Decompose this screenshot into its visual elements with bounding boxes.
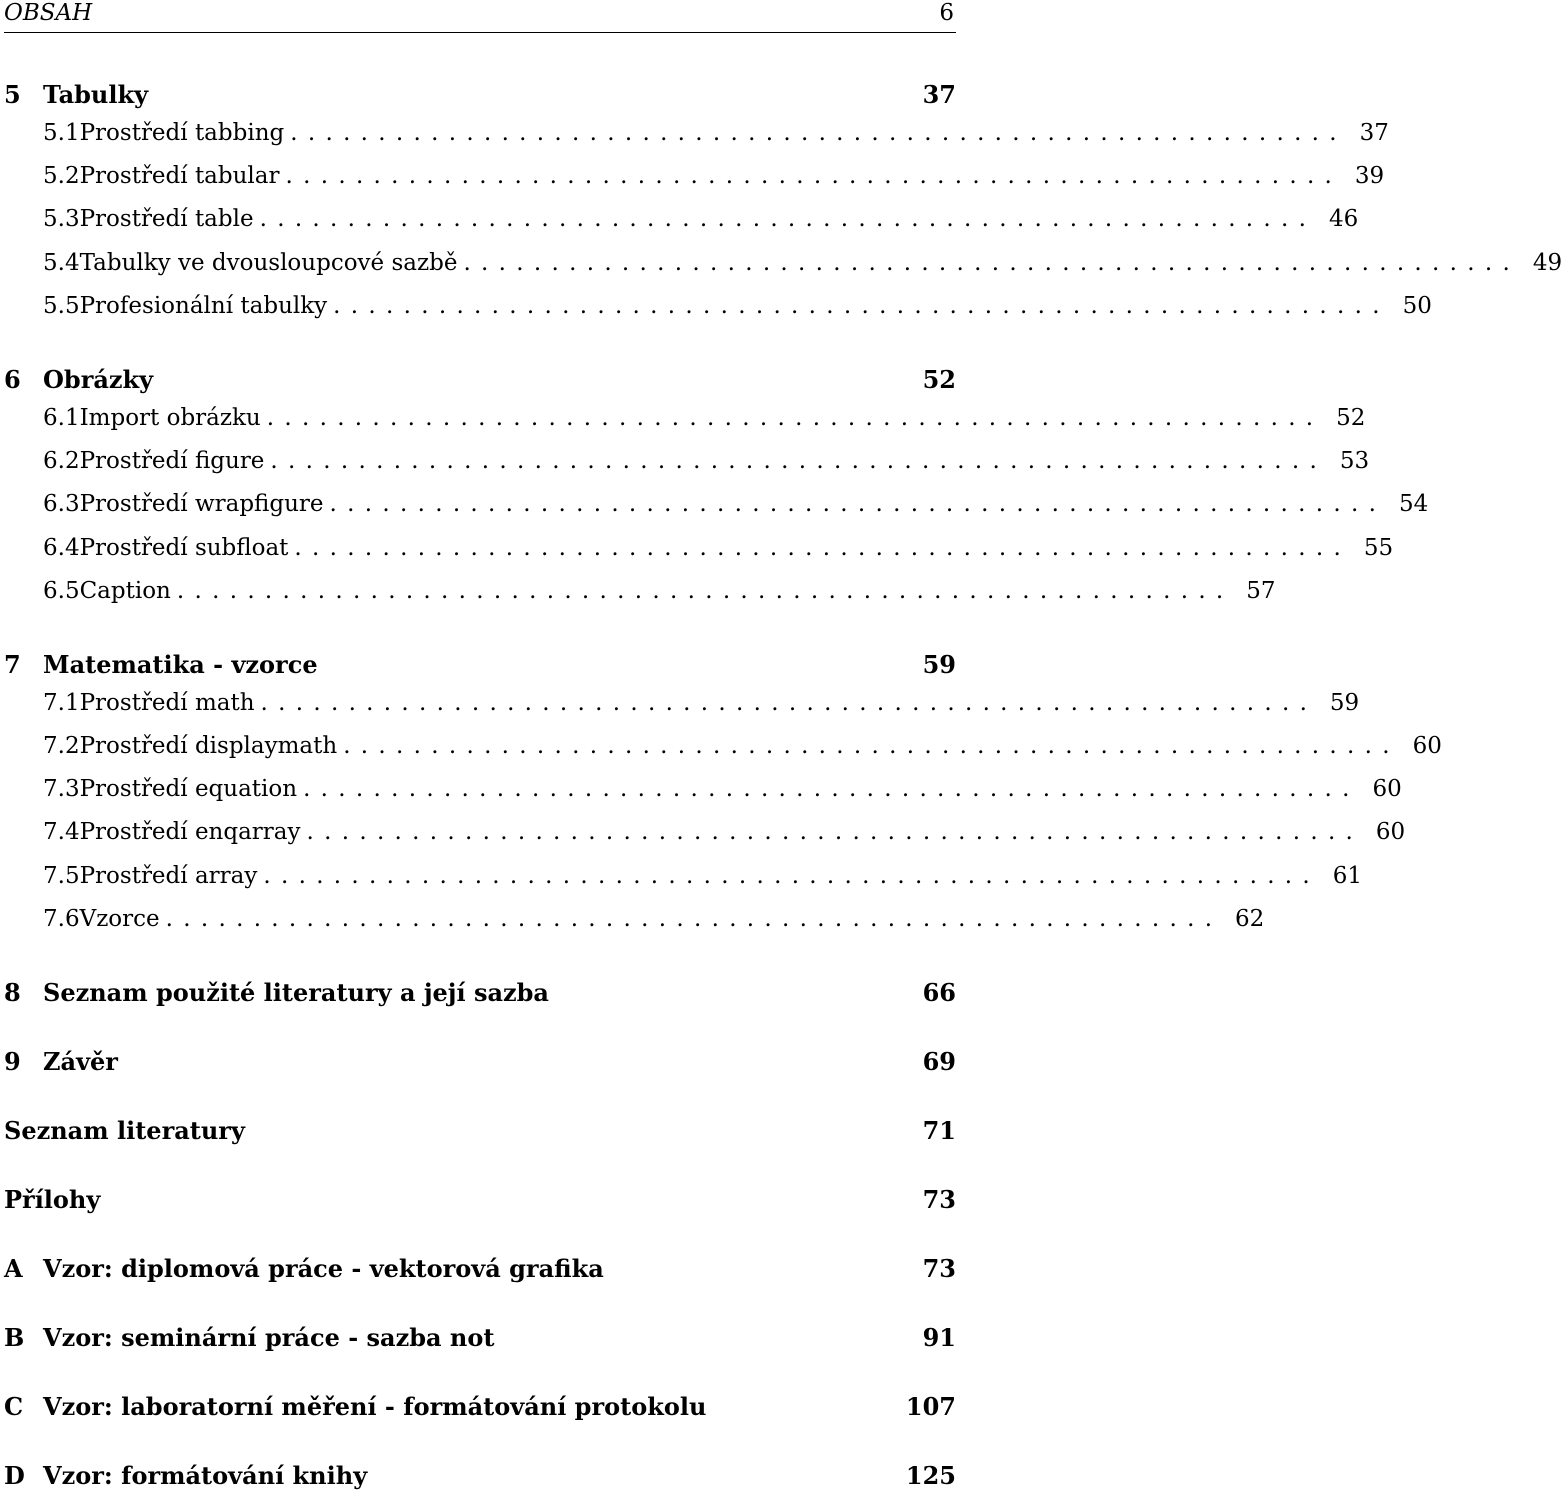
section-number: 5.1 — [43, 120, 80, 146]
section-title: Prostředí tabbing — [79, 120, 285, 146]
section-number: 5.2 — [43, 163, 80, 190]
running-header — [4, 0, 956, 33]
section-page-number: 60 — [1372, 776, 1402, 803]
dot-leader: ............................................................ — [463, 249, 1521, 276]
chapter-page-number: 66 — [922, 978, 956, 1007]
section-title: Profesionální tabulky — [79, 292, 328, 319]
toc-section-entry[interactable] — [4, 292, 1432, 336]
section-page-number: 59 — [1329, 689, 1360, 716]
section-title: Caption — [79, 577, 171, 604]
section-number: 5.3 — [43, 206, 80, 233]
toc-section-entry[interactable] — [4, 733, 1442, 776]
section-number: 7.5 — [43, 862, 80, 889]
toc-section-entry[interactable] — [4, 206, 1359, 249]
section-title: Prostředí subfloat — [79, 534, 289, 561]
chapter-title: Tabulky — [43, 80, 149, 109]
section-page-number: 61 — [1332, 862, 1363, 889]
dot-leader: ............................................................ — [263, 862, 1321, 889]
dot-leader: ............................................................ — [165, 905, 1223, 932]
section-page-number: 57 — [1246, 577, 1276, 604]
chapter-page-number: 73 — [922, 1254, 956, 1283]
dot-leader: ............................................................ — [343, 733, 1400, 760]
dot-leader: ............................................................ — [290, 120, 1347, 146]
chapter-page-number: 52 — [922, 364, 956, 394]
section-page-number: 49 — [1532, 249, 1562, 276]
chapter-number: 5 — [4, 80, 21, 109]
toc-chapter-entry[interactable] — [4, 1461, 956, 1501]
section-title: Prostředí displaymath — [79, 733, 338, 760]
dot-leader: ............................................................ — [285, 163, 1343, 190]
section-number: 5.5 — [43, 292, 80, 319]
toc-chapter-entry[interactable] — [4, 650, 956, 690]
toc-section-entry[interactable] — [4, 819, 1406, 862]
chapter-page-number: 107 — [905, 1392, 956, 1421]
chapter-number: 6 — [4, 364, 21, 394]
section-number: 5.4 — [43, 249, 80, 276]
chapter-number: 8 — [4, 978, 21, 1007]
section-page-number: 50 — [1402, 292, 1432, 319]
chapter-title: Vzor: laboratorní měření - formátování protokolu — [43, 1392, 707, 1421]
toc-section-entry[interactable] — [4, 905, 1265, 949]
chapter-page-number: 59 — [922, 649, 956, 679]
chapter-page-number: 69 — [922, 1047, 956, 1076]
section-title: Prostředí tabular — [79, 163, 280, 190]
section-page-number: 60 — [1412, 733, 1442, 760]
chapter-page-number: 71 — [922, 1116, 956, 1145]
section-title: Prostředí equation — [79, 776, 298, 803]
chapter-number: D — [4, 1461, 25, 1490]
section-page-number: 52 — [1336, 404, 1366, 431]
section-title: Prostředí math — [79, 689, 255, 716]
section-title: Prostředí figure — [79, 448, 265, 475]
section-number: 7.4 — [43, 819, 80, 846]
chapter-number: A — [4, 1254, 23, 1283]
dot-leader: ............................................................ — [306, 819, 1364, 846]
dot-leader: ............................................................ — [270, 448, 1328, 475]
toc-section-entry[interactable] — [4, 120, 1389, 163]
toc-section-entry[interactable] — [4, 491, 1429, 534]
toc-section-entry[interactable] — [4, 689, 1360, 733]
toc-chapter-entry[interactable] — [4, 1254, 956, 1294]
chapter-title: Obrázky — [43, 364, 154, 394]
section-number: 7.1 — [43, 689, 80, 716]
chapter-page-number: 91 — [922, 1323, 956, 1352]
table-of-contents — [4, 80, 1562, 1501]
section-number: 6.1 — [43, 404, 80, 431]
toc-section-entry[interactable] — [4, 249, 1562, 293]
chapter-title: Matematika - vzorce — [43, 649, 318, 679]
toc-chapter-entry[interactable] — [4, 978, 956, 1018]
chapter-title: Přílohy — [4, 1185, 101, 1214]
dot-leader: ............................................................ — [176, 577, 1234, 604]
toc-section-entry[interactable] — [4, 534, 1394, 578]
toc-chapter-entry[interactable] — [4, 1185, 956, 1225]
section-number: 7.2 — [43, 733, 80, 760]
toc-section-entry[interactable] — [4, 448, 1370, 491]
dot-leader: ............................................................ — [260, 689, 1318, 716]
dot-leader: ............................................................ — [266, 404, 1324, 431]
section-number: 7.6 — [43, 905, 80, 932]
chapter-title: Seznam použité literatury a její sazba — [43, 978, 549, 1007]
chapter-number: B — [4, 1323, 25, 1352]
section-page-number: 60 — [1375, 819, 1406, 846]
section-number: 6.3 — [43, 491, 80, 518]
section-number: 6.5 — [43, 577, 80, 604]
section-page-number: 37 — [1359, 120, 1389, 146]
chapter-number: C — [4, 1392, 24, 1421]
toc-section-entry[interactable] — [4, 776, 1402, 819]
dot-leader: ............................................................ — [329, 491, 1387, 518]
chapter-page-number: 125 — [905, 1461, 956, 1490]
dot-leader: ............................................................ — [303, 776, 1360, 803]
chapter-page-number: 73 — [922, 1185, 956, 1214]
toc-section-entry[interactable] — [4, 862, 1363, 906]
section-page-number: 62 — [1235, 905, 1265, 932]
chapter-title: Vzor: seminární práce - sazba not — [43, 1323, 495, 1352]
header-page-number: 6 — [939, 0, 954, 26]
section-number: 6.2 — [43, 448, 80, 475]
chapter-title: Vzor: formátování knihy — [43, 1461, 368, 1490]
chapter-title: Seznam literatury — [4, 1116, 245, 1145]
section-title: Prostředí wrapfigure — [79, 491, 324, 518]
section-title: Tabulky ve dvousloupcové sazbě — [79, 249, 458, 276]
dot-leader: ............................................................ — [333, 292, 1390, 319]
chapter-number: 7 — [4, 649, 21, 679]
dot-leader: ............................................................ — [259, 206, 1317, 233]
section-page-number: 55 — [1363, 534, 1394, 561]
section-title: Import obrázku — [79, 404, 261, 431]
section-page-number: 39 — [1354, 163, 1385, 190]
toc-chapter-entry[interactable] — [4, 1323, 956, 1363]
section-page-number: 53 — [1339, 448, 1370, 475]
toc-section-entry[interactable] — [4, 577, 1276, 621]
toc-chapter-entry[interactable] — [4, 1116, 956, 1156]
toc-section-entry[interactable] — [4, 163, 1385, 206]
section-number: 7.3 — [43, 776, 80, 803]
section-title: Prostředí enqarray — [79, 819, 301, 846]
section-number: 6.4 — [43, 534, 80, 561]
toc-chapter-entry[interactable] — [4, 365, 956, 405]
header-title: OBSAH — [4, 0, 93, 26]
section-page-number: 54 — [1398, 491, 1429, 518]
section-page-number: 46 — [1328, 206, 1359, 233]
toc-section-entry[interactable] — [4, 404, 1366, 448]
section-title: Vzorce — [79, 905, 160, 932]
chapter-number: 9 — [4, 1047, 21, 1076]
chapter-page-number: 37 — [922, 80, 956, 109]
chapter-title: Závěr — [43, 1047, 118, 1076]
chapter-title: Vzor: diplomová práce - vektorová grafika — [43, 1254, 604, 1283]
toc-chapter-entry[interactable] — [4, 1392, 956, 1432]
section-title: Prostředí array — [79, 862, 258, 889]
toc-chapter-entry[interactable] — [4, 80, 956, 120]
dot-leader: ............................................................ — [294, 534, 1352, 561]
section-title: Prostředí table — [79, 206, 254, 233]
toc-chapter-entry[interactable] — [4, 1047, 956, 1087]
